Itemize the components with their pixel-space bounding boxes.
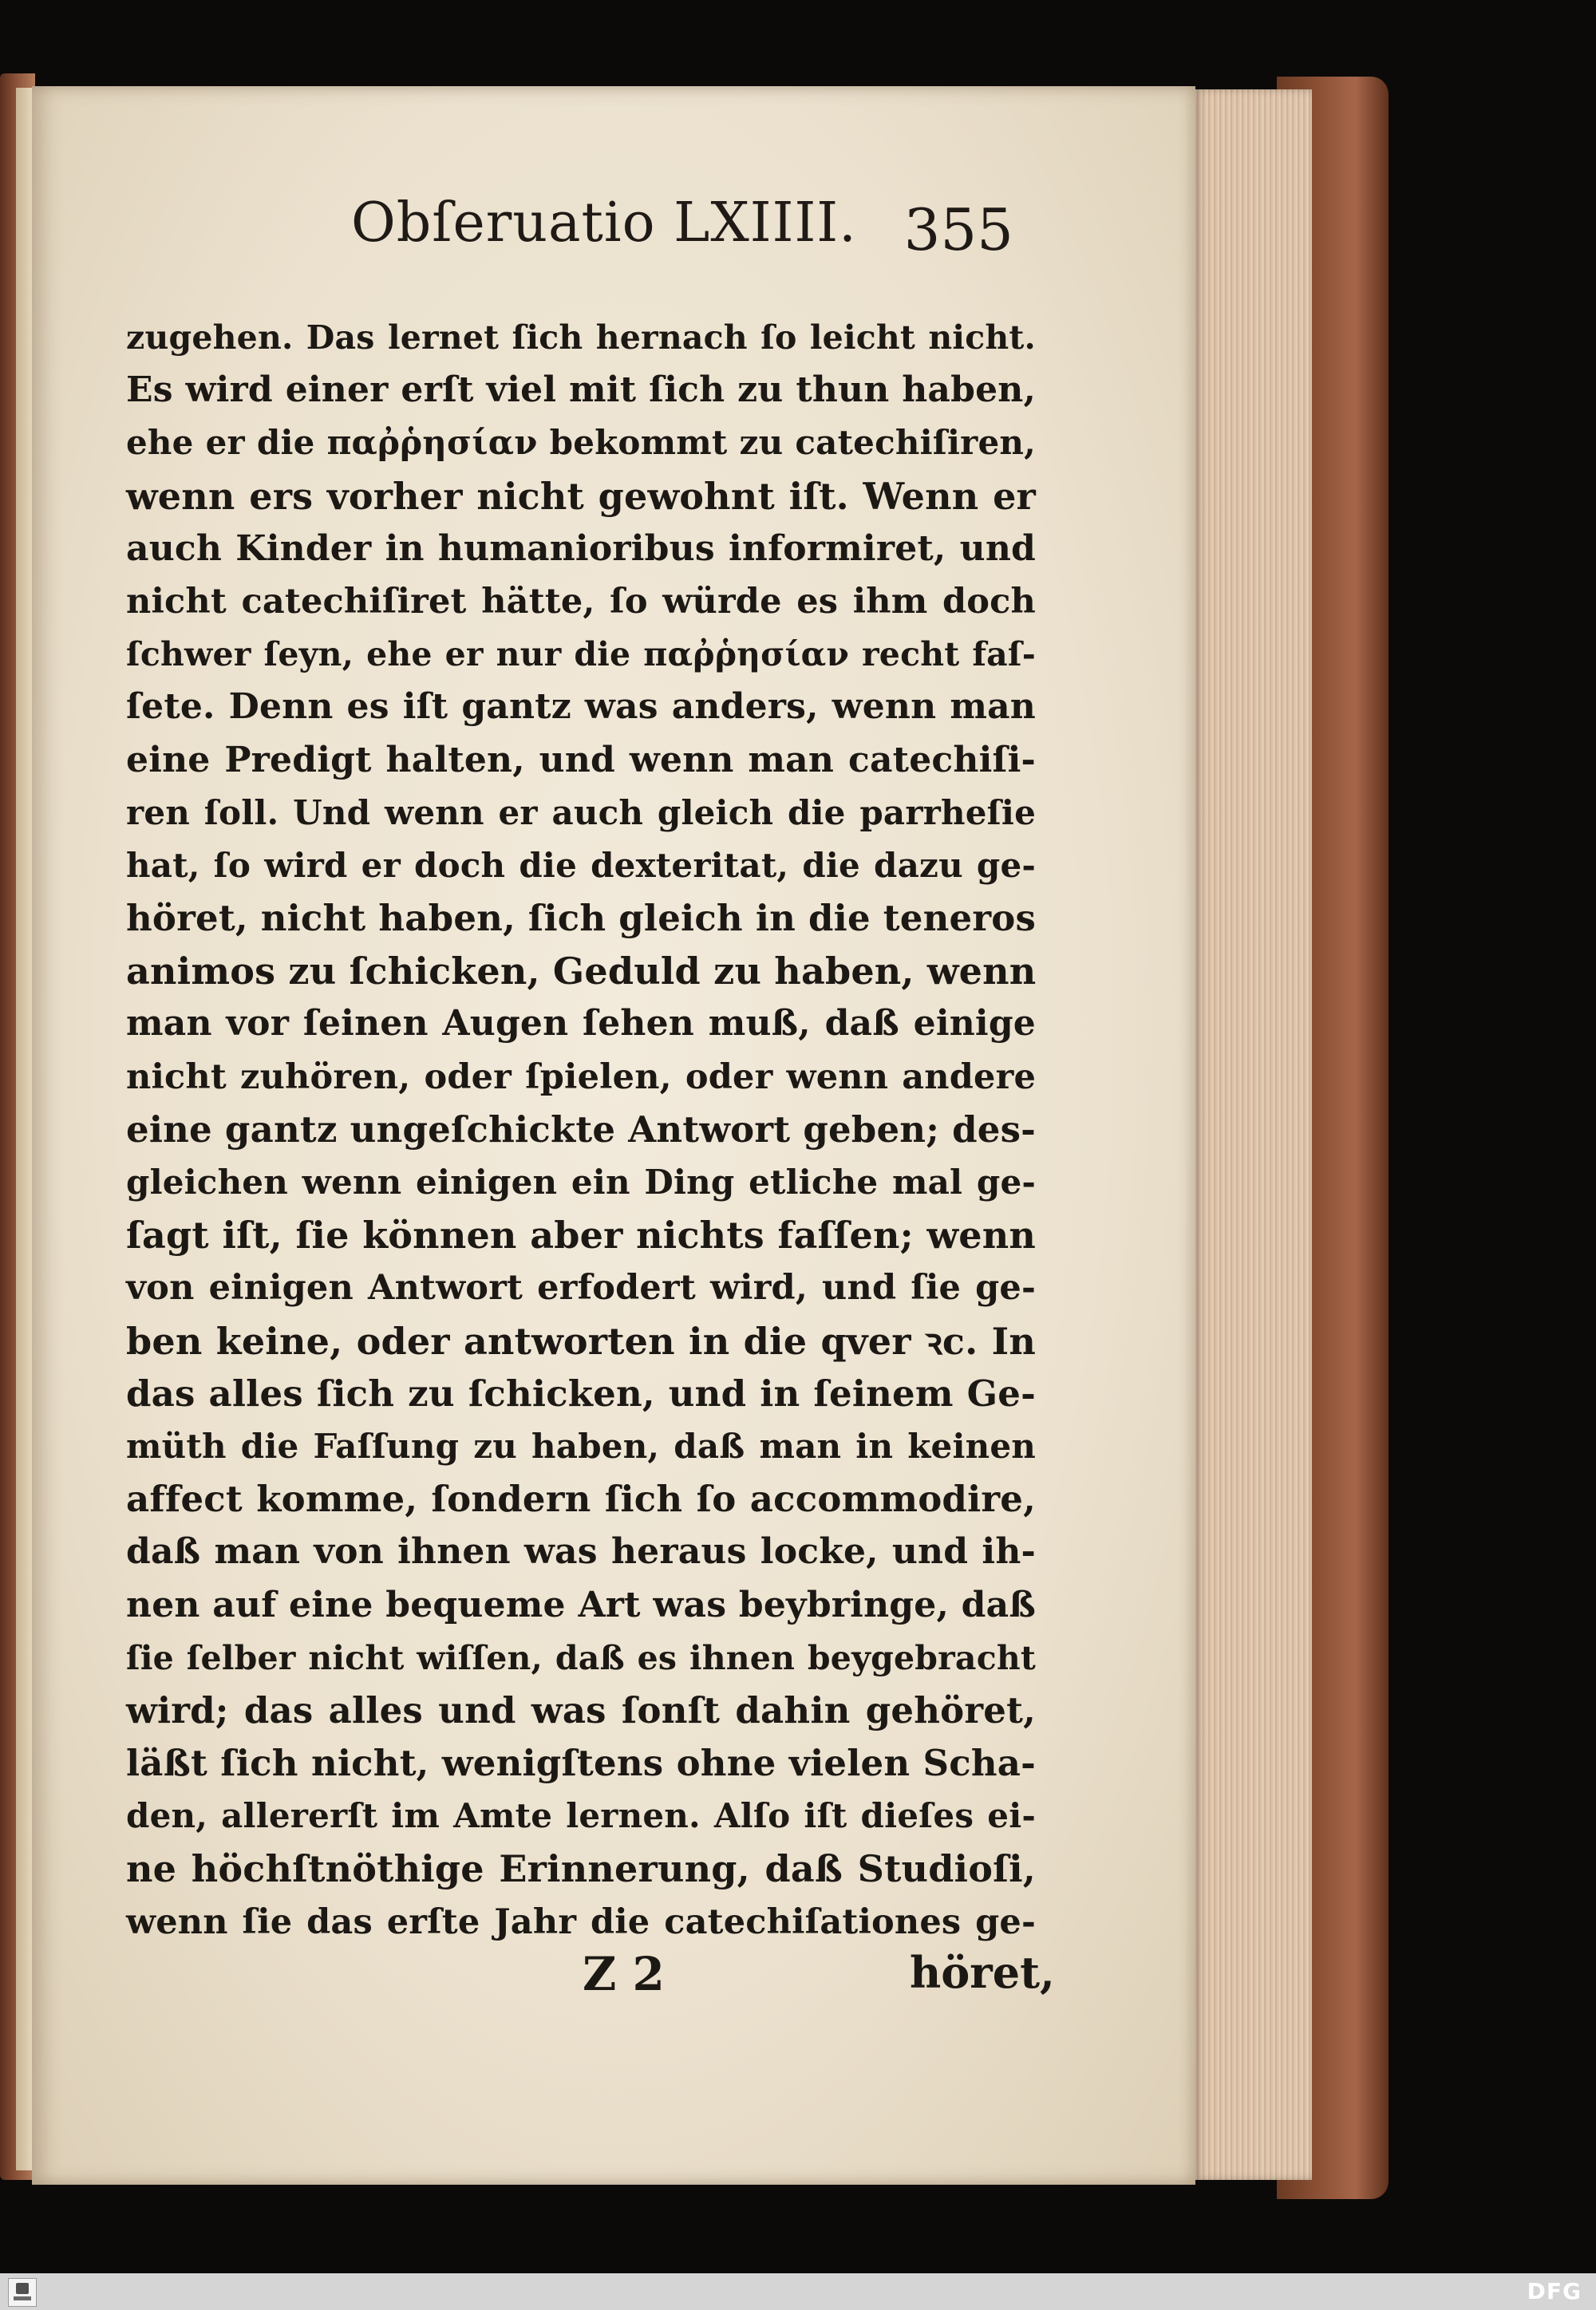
text-line: den, allererſt im Amte lernen. Alſo iſt dieſes ei- xyxy=(126,1796,1036,1836)
running-head xyxy=(351,192,1021,279)
text-line: nicht catechiſiret hätte, ſo würde es ihm doch xyxy=(126,581,1036,622)
catchword: höret, xyxy=(910,1947,1055,1998)
body-text xyxy=(126,311,1036,1949)
text-line: wird; das alles und was ſonſt dahin gehöret, xyxy=(126,1688,1036,1732)
text-line: eine Predigt halten, und wenn man catechiſi- xyxy=(126,739,1036,780)
library-logo-icon xyxy=(8,2278,37,2307)
text-line: ſagt iſt, ſie können aber nichts faſſen; wenn xyxy=(126,1214,1036,1258)
text-line: animos zu ſchicken, Geduld zu haben, wenn xyxy=(126,950,1037,993)
text-line: ben keine, oder antworten in die qver ꝛc. In xyxy=(126,1319,1036,1363)
text-line: zugehen. Das lernet ſich hernach ſo leicht nicht. xyxy=(126,318,1036,357)
text-line: das alles ſich zu ſchicken, und in ſeinem Ge- xyxy=(126,1372,1036,1415)
signature-mark: Z 2 xyxy=(583,1947,665,2001)
text-line: daß man von ihnen was heraus locke, und ih- xyxy=(126,1531,1036,1573)
text-line: wenn ſie das erſte Jahr die catechiſationes ge- xyxy=(126,1901,1036,1942)
text-line: wenn ers vorher nicht gewohnt iſt. Wenn er xyxy=(126,474,1036,518)
running-title: Obſeruatio LXIIII. xyxy=(351,192,857,255)
footer-brand: DFG xyxy=(1527,2278,1582,2304)
text-line: Es wird einer erſt viel mit ſich zu thun haben, xyxy=(126,369,1036,411)
text-line: auch Kinder in humanioribus informiret, und xyxy=(126,527,1036,569)
text-line: ſete. Denn es iſt gantz was anders, wenn man xyxy=(126,686,1036,728)
text-line: von einigen Antwort erfodert wird, und ſie ge- xyxy=(126,1268,1036,1309)
text-line: man vor ſeinen Augen ſehen muß, daß einige xyxy=(126,1003,1036,1044)
viewer-footer xyxy=(0,2273,1596,2310)
text-line: eine gantz ungeſchickte Antwort geben; des- xyxy=(126,1108,1036,1151)
text-line: affect komme, ſondern ſich ſo accommodire, xyxy=(126,1478,1036,1521)
text-line: höret, nicht haben, ſich gleich in die teneros xyxy=(126,897,1036,940)
text-line: müth die Faſſung zu haben, daß man in keinen xyxy=(126,1426,1036,1466)
text-line: ne höchſtnöthige Erinnerung, daß Studioſi, xyxy=(126,1847,1036,1891)
text-line: hat, ſo wird er doch die dexteritat, die dazu ge- xyxy=(126,845,1036,885)
text-line: gleichen wenn einigen ein Ding etliche mal ge- xyxy=(126,1163,1036,1202)
text-line: ren ſoll. Und wenn er auch gleich die parrheſie xyxy=(126,792,1036,832)
text-line: ſchwer ſeyn, ehe er nur die παῤῥησίαν recht faſ- xyxy=(126,635,1036,674)
text-line: nicht zuhören, oder ſpielen, oder wenn andere xyxy=(126,1056,1036,1097)
text-line: läßt ſich nicht, wenigſtens ohne vielen Scha- xyxy=(126,1742,1036,1785)
page-number: 355 xyxy=(903,196,1013,263)
text-line: ehe er die παῤῥησίαν bekommt zu catechiſiren, xyxy=(126,423,1036,463)
text-line: ſie ſelber nicht wiſſen, daß es ihnen beygebracht xyxy=(126,1638,1036,1677)
page-edges xyxy=(1194,89,1312,2180)
text-line: nen auf eine bequeme Art was beybringe, daß xyxy=(126,1584,1036,1625)
